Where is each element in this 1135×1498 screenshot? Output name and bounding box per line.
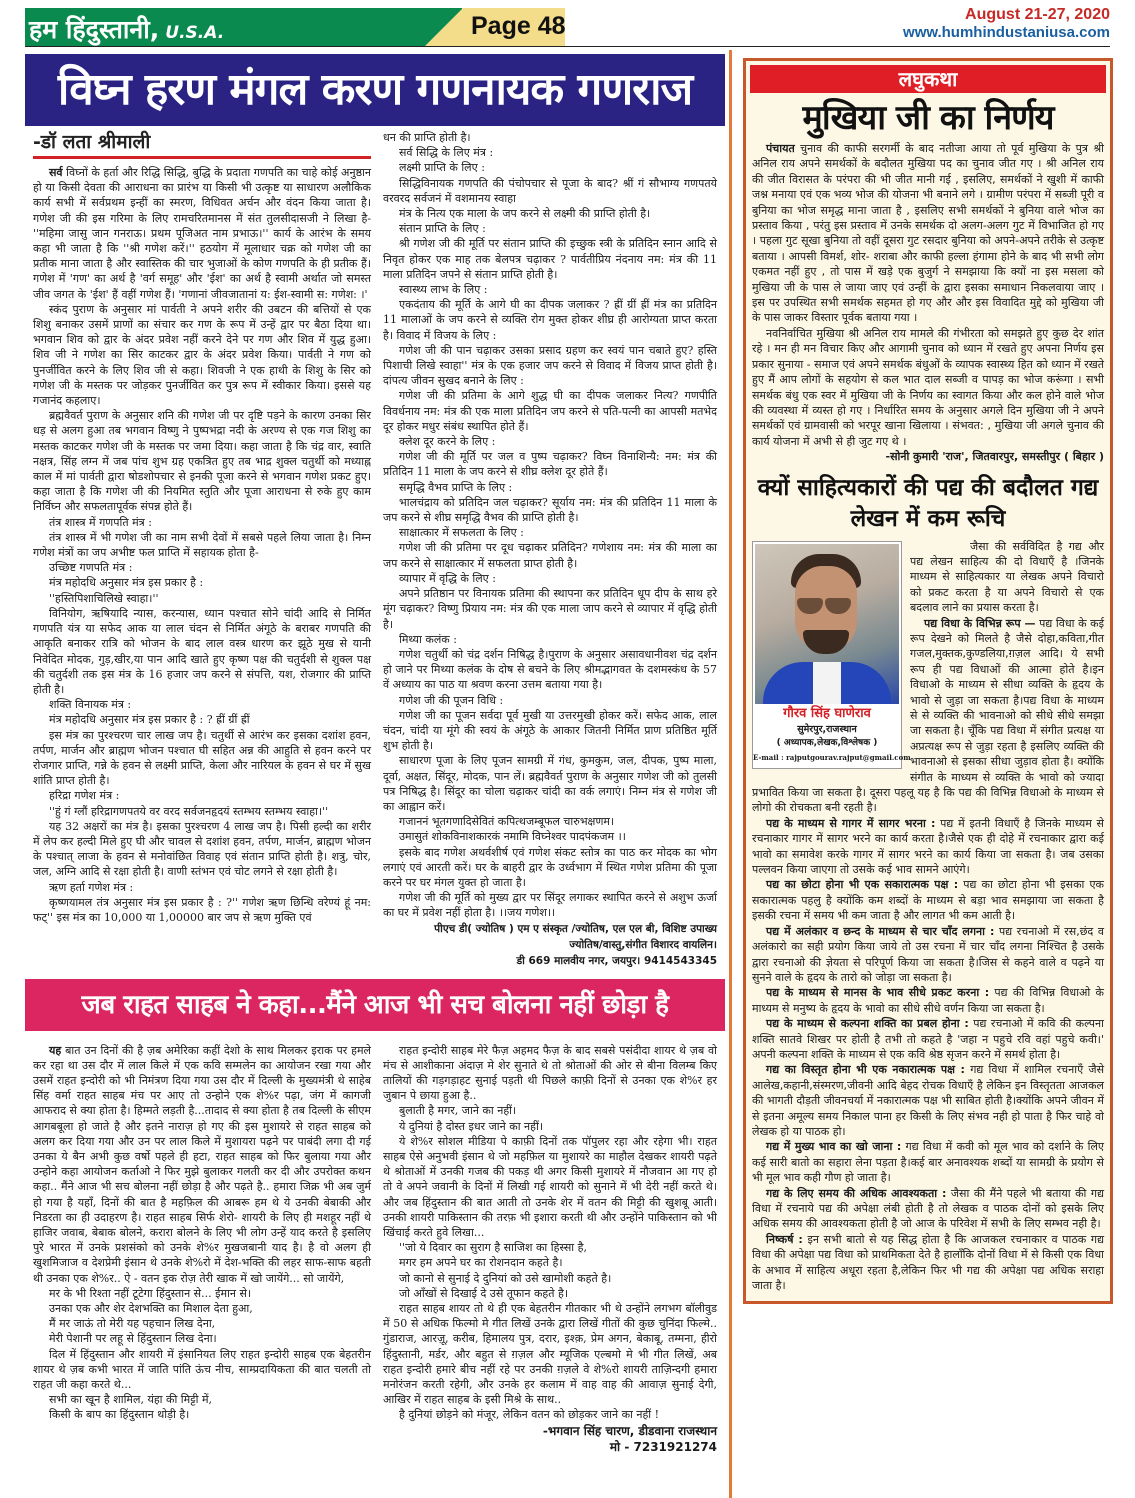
paragraph (752, 924, 1104, 986)
paragraph-text: तंत्र शास्त्र में भी गणेश जी का नाम सभी देवों में सबसे पहले लिया जाता है। निम्न गणेश मंत्रों का जप अभीष्ट फल प्राप्ति में सहायक होता है- (33, 530, 371, 560)
left-articles (25, 54, 725, 1455)
paragraph (383, 1119, 717, 1134)
author-signature: पीएच डी( ज्योतिष ) एम ए संस्कृत /ज्योतिष, एल एल बी, विशिष्ट उपाख्य (434, 922, 717, 935)
article-ganesh (25, 54, 725, 969)
paragraph (752, 816, 1104, 878)
paragraph (383, 540, 717, 570)
paragraph (33, 1331, 371, 1346)
paragraph (752, 1232, 1104, 1294)
paragraph-text: चुनाव की काफी सरगर्मी के बाद नतीजा आया तो पूर्व मुखिया के पुत्र श्री अनिल राय अपने समर्थकों के बदौलत मुखिया पद का चुनाव जीत गए । श्री अनिल राय की जीत विरासत के परंपरा की भी जीत मानी गई , इसलिए, समर्थकों ने खुशी में काफी जश्न मनाया एवं एक भव्य भोज की योजना भी बनाने लगे । ग्रामीण परंपरा में सब्जी पूरी व बुनिया का भोज समृद्ध माना जाता है , इसलिए सभी समर्थकों ने बुनिया वाले भोज का प्रस्ताव किया , परंतु इस प्रस्ताव में उनके समर्थक दो अलग-अलग गुट में विभाजित हो गए । पहला गुट सूखा बुनिया तो वहीं दूसरा गुट रसदार बुनिया को अपने-अपने तरीके से उत्कृष्ट बताया । आपसी विमर्श, शोर- शराबा और काफी हल्ला हंगामा होने के बाद भी सभी लोग एकमत नहीं हुए , तो पास में खड़े एक बुजुर्ग ने समझाया कि क्यों ना इस मसला को मुखिया जी के पास ले जाया जाए एवं उन्हीं के द्वारा इसका समाधान निकलवाया जाए । इस पर उपस्थित सभी समर्थक सहमत हो गए और और इस विवादित मुद्दे को मुखिया जी के पास जाकर विस्तार पूर्वक बताया गया । (752, 142, 1105, 325)
paragraph-text: मैं मर जाऊं तो मेरी यह पहचान लिख देना, (49, 1317, 216, 1331)
paragraph-lead: पंचायत (766, 142, 795, 155)
paragraph (33, 1301, 371, 1316)
newspaper-title (29, 12, 224, 46)
paragraph (33, 880, 371, 895)
paragraph (383, 206, 717, 221)
paragraph (383, 1255, 717, 1270)
paragraph-text: ब्रह्मवैवर्त पुराण के अनुसार शनि की गणेश जी पर दृष्टि पड़ने के कारण उनका सिर धड़ से अलग हुआ तब भगवान विष्णु ने पुष्पभद्रा नदी के अरण्य से एक गज शिशु का मस्तक काटकर गणेश जी के मस्तक पर जमा दिया। कहा जाता है कि चंद्र वार, स्वाति नक्षत्र, सिंह लग्न में जब पांच शुभ ग्रह एकत्रित हुए तब भाद्र शुक्ल चतुर्थी को मध्याह्न काल में मां पार्वती द्वारा षोडशोपचार से इनकी पूजा करने से भगवान गणेश प्रकट हुए। कहा जाता है कि गणेश जी की नियमित स्तुति और पूजा आराधना से रुके हुए काम निर्विघ्न और सफलतापूर्वक संपन्न होते हैं। (33, 409, 371, 514)
paragraph-text: राहत साहब शायर तो थे ही एक बेहतरीन गीतकार भी थे उन्होंने लगभग बॉलीवुड में 50 से अधिक फिल्मो मे गीत लिखें उनके द्वारा लिखें गीतों की कुछ चुनिंदा फिल्मे.. गुंडाराज, आरज़ू, करीब, हिमालय पुत्र, दरार, इश्क़, प्रेम अगन, बेकाबू, तम्मना, हीरो हिंदुस्तानी, मर्डर, और बहुत से ग़ज़ल और म्यूजिक एल्बमो मे भी गीत लिखें, अब राहत इन्दोरी हमारे बीच नहीं रहे पर उनकी ग़ज़ले वे शे%रो शायरी ताज़िन्दगी हमारा मनोरंजन करती रहेगी, और उनके हर कलाम में वाह वाह की आवाज़ सुनाई देगी, आखिर में राहत साहब के इसी मिश्रे के साथ.. (383, 1302, 717, 1407)
paragraph-lead: निष्कर्ष : (766, 1232, 803, 1246)
story-body (750, 141, 1106, 465)
author-photo-box (752, 541, 911, 769)
author-place: सुमेरपुर,राजस्थान (797, 723, 857, 735)
paragraph-text: सिद्धिविनायक गणपति की पंचोपचार से पूजा के बाद? श्रीं गं सौभाग्य गणपतये वरवरद सर्वजनं में वशमानय स्वाहा (383, 176, 717, 205)
page-number: Page 48 (471, 12, 566, 40)
paragraph-text: ऋण हर्ता गणेश मंत्र : (49, 880, 134, 894)
paragraph-text: इन सभी बातो से यह सिद्ध होता है कि आजकल रचनाकार व पाठक गद्य विधा की अपेक्षा पद्य विधा को प्राथमिकता देते है हालाँकि दोनों विधा में से किसी एक विधा के अभाव में साहित्य अधूरा रहता है,लेकिन फिर भी गद्य की अपेक्षा पद्य अधिक सराहा जाता है। (752, 1232, 1105, 1293)
article-rahat (25, 979, 725, 1455)
paragraph (383, 297, 717, 343)
paragraph-lead: पद्य का छोटा होना भी एक सकारात्मक पक्ष : (766, 878, 959, 892)
paragraph-text: गणेश जी की प्रतिमा के आगे शुद्ध घी का दीपक जलाकर नित्य? गणपीति विवर्धनाय नम: मंत्र की एक माला प्रतिदिन जप करने से पति-पत्नी का आपसी मतभेद दूर होकर मधुर संबंध स्थापित होते हैं। (383, 389, 717, 433)
paragraph (383, 845, 717, 891)
paragraph (33, 530, 371, 560)
paragraph-text: जो कानो से सुनाई दे दुनियां को उसे खामोशी कहते है। (399, 1271, 612, 1285)
paragraph (383, 829, 717, 844)
website-link[interactable]: www.humhindustaniusa.com (903, 24, 1110, 41)
paragraph (383, 236, 717, 282)
paragraph (33, 1286, 371, 1301)
paragraph-text: ''हस्तिपिशाचिलिखे स्वाहा।'' (49, 591, 159, 605)
paragraph-text: जैसा की मैंने पहले भी बताया की गद्य विधा में रचनाये पद्य की अपेक्षा लंबी होती है तो लेखक व पाठक दोनों को इसके लिए अधिक समय की आवश्यकता होती है जो आज के परिवेश में सभी के लिए सम्भव नही है। (752, 1186, 1104, 1231)
paragraph (752, 877, 1104, 923)
paragraph (33, 515, 371, 530)
paragraph-text: विघ्नों के हर्ता और रिद्धि सिद्धि, बुद्धि के प्रदाता गणपति का चाहे कोई अनुष्ठान हो या किसी देवता की आराधना का प्रारंभ या किसी भी उत्कृष्ट या साधारण अलौकिक कार्य सभी में सर्वप्रथम इन्हीं का स्मरण, विधिवत अर्चन और वंदन किया जाता है। गणेश जी की इस गरिमा के लिए रामचरितमानस में संत तुलसीदासजी ने लिखा है-''महिमा जासु जान गनराऊ। प्रथम पूजिअत नाम प्रभाऊ।'' कार्य के आरंभ के समय कहा भी जाता है कि ''श्री गणेश करें।'' हठयोग में मूलाधार चक्र को गणेश जी का प्रतीक माना जाता है और स्वास्तिक की चार भुजाओं के कोण गणपति के ही प्रतीक हैं। गणेश में 'गण' का अर्थ है 'वर्ग समूह' और 'ईश' का अर्थ है स्वामी अर्थात जो समस्त जीव जगत के 'ईश' हैं वहीं गणेश हैं। 'गणानां जीवजातानां य: ईश-स्वामी स: गणेश: ।' (33, 166, 371, 301)
paragraph-text: भालचंद्राय को प्रतिदिन जल चढ़ाकर? सूर्याय नम: मंत्र की प्रतिदिन 11 माला के जप करने से शीघ्र समृद्धि वैभव की प्राप्ति होती है। (383, 495, 717, 525)
paragraph (383, 753, 717, 814)
paragraph (33, 895, 371, 925)
paragraph (383, 480, 717, 495)
paragraph (383, 1286, 717, 1301)
paragraph-text: सर्व सिद्धि के लिए मंत्र : (399, 146, 494, 160)
paragraph-text: साक्षात्कार में सफलता के लिए : (399, 526, 524, 540)
paragraph (33, 302, 371, 408)
paragraph-text: उमासुतं शोकविनाशकारकं नमामि विघ्नेश्वर पादपंकजम ।। (399, 830, 626, 844)
paragraph-text: स्कंद पुराण के अनुसार मां पार्वती ने अपने शरीर की उबटन की बत्तियों से एक शिशु बनाकर उसमें प्राणों का संचार कर गण के रूप में उन्हें द्वार पर बैठा दिया था। भगवान शिव को द्वार के अंदर प्रवेश नहीं करने देने पर गण और शिव में युद्ध हुआ। शिव जी ने गणेश का सिर काटकर द्वार के अंदर प्रवेश किया। पार्वती ने गण को पुनर्जीवित करने के लिए शिव जी से कहा। शिवजी ने एक हाथी के शिशु के सिर को गणेश जी के मस्तक पर जोड़कर पुनर्जीवित कर पुत्र रूप में स्वीकार किया। इससे यह गजानंद कहलाए। (33, 302, 371, 408)
paragraph-text: हरिद्रा गणेश मंत्र : (49, 789, 120, 803)
paragraph (383, 1134, 717, 1240)
author-role: ( अध्यापक,लेखक,विश्लेषक ) (776, 737, 878, 748)
article-column-2 (383, 130, 717, 969)
article-body (25, 1031, 725, 1455)
paragraph-text: मंत्र महोदधि अनुसार मंत्र इस प्रकार है : ? ह्रीं ग्रीं ह्रीं (49, 713, 250, 727)
issue-date: August 21-27, 2020 (965, 6, 1110, 23)
newspaper-title-suffix: U.S.A. (165, 23, 225, 43)
paragraph-text: पद्य विधा के कई रूप देखने को मिलते है जैसे दोहा,कविता,गीत गजल,मुक्तक,कुण्डलिया,ग़ज़ल आदि। ये सभी रूप ही पद्य विधाओं की आत्मा होते है।इन विधाओ के माध्यम से सीधा व्यक्ति के हृदय के भावो से जुड़ा जा सकता है।पद्य विधा के माध्यम से से व्यक्ति की भावनाओ को सीधे सीधे समझा जा सकता है। चूँकि पद्य विधा में संगीत प्रत्यक्ष या अप्रत्यक्ष रूप से जुड़ा रहता है इसलिए व्यक्ति की भावनाओ से इसका सीधा जुड़ाव होता है। क्योंकि संगीत के माध्यम से व्यक्ति के भावो को ज्यादा प्रभावित किया जा सकता है। दूसरा पहलू यह है कि पद्य की विभिन्न विधाओ के माध्यम से लोगो की रोचकता बनी रहती है। (752, 616, 1104, 815)
paragraph-text: मिथ्या कलंक : (399, 632, 457, 646)
byline-rule (33, 156, 371, 159)
photo-beard (803, 630, 849, 654)
paragraph (33, 804, 371, 819)
author-signature: मो - 7231921274 (609, 1439, 717, 1454)
paragraph-text: है दुनियां छोड़ने को मंजूर, लेकिन वतन को छोड़कर जाने का नहीं ! (399, 1408, 660, 1422)
article-headline: जब राहत साहब ने कहा...मैंने आज भी सच बोलना नहीं छोड़ा है (25, 979, 725, 1031)
paragraph (383, 1271, 717, 1286)
paragraph (383, 388, 717, 434)
paragraph-text: गणेश जी की मूर्ति को मुख्य द्वार पर सिंदूर लगाकर स्थापित करने से अशुभ ऊर्जा का घर में प्रवेश नहीं होता है। ।।जय गणेश।। (383, 891, 717, 920)
paragraph-text: गद्य विधा में शामिल रचनाएँ जैसे आलेख,कहानी,संस्मरण,जीवनी आदि बेहद रोचक विधाएँ है लेकिन इन विस्तृतता आजकल की भागती दौड़ती जीवनचर्या में नकारात्मक पक्ष भी साबित होती है।क्योंकि अपने जीवन में से इतना अमूल्य समय निकाल पाना हर किसी के लिए संभव नही हो पाता है फिर चाहे वो लेखक हो या पाठक हो। (752, 1063, 1105, 1138)
paragraph (383, 343, 717, 389)
paragraph-text: जो आँखों से दिखाई दे उसे तूफान कहते है। (399, 1286, 569, 1300)
paragraph-text: दिल में हिंदुस्तान और शायरी में इंसानियत लिए राहत इन्दोरी साहब एक बेहतरीन शायर थे ज़ब कभी भारत में जाति पांति ऊंच नीच, साम्प्रदायिकता की बात चलती तो राहत जी कहा करते थे... (33, 1347, 371, 1392)
paragraph-text: शक्ति विनायक मंत्र : (49, 698, 132, 712)
paragraph (33, 606, 371, 697)
paragraph (383, 571, 717, 586)
paragraph (383, 1301, 717, 1407)
article-column-1 (33, 1043, 371, 1455)
paragraph-lead: पद्य के माध्यम से गागर में सागर भरना : (766, 816, 936, 830)
paragraph-text: ये शे%र सोशल मीडिया पे काफ़ी दिनों तक पॉपुलर रहा और रहेगा भी। राहत साहब ऐसे अनुभवी इंसान थे जो महफ़िल या मुशायरे का माहौल देखकर शायरी पढ़ते थे श्रोताओं में उनकी गजब की पकड़ थी अगर किसी मुशायरे में नौजवान आ गए हो तो वे अपने जवानी के दिनों में लिखी गई शायरी को सुनाने में भी देरी नहीं करते थे। और जब हिंदुस्तान की बात आती तो उनके शेर में वतन की मिट्टी की खुशबू आती। उनकी शायरी पाकिस्तान की तरफ़ भी इशारा करती थी और उन्होंने पाकिस्तान को भी खिंचाई करते हुवे लिखा... (383, 1134, 717, 1239)
paragraph-lead: पद्य के माध्यम से मानस के भाव सीधे प्रकट करना : (766, 986, 990, 1000)
paragraph-text: व्यापार में वृद्धि के लिए : (399, 571, 496, 585)
paragraph (383, 586, 717, 632)
paragraph (752, 326, 1104, 449)
paragraph (383, 693, 717, 708)
section-label: लघुकथा (750, 65, 1106, 93)
paragraph-text: इस मंत्र का पुरश्चरण चार लाख जप है। चतुर्थी से आरंभ कर इसका दशांश हवन, तर्पण, मार्जन और ब्राह्मण भोजन पश्चात घी सहित अन्न की आहुति से हवन करने पर रोजगार प्राप्ति, गन्ने के हवन से लक्ष्मी प्राप्ति, केला और नारियल के हवन से घर में सुख शांति प्राप्त होती है। (33, 728, 371, 788)
paragraph-text: मंत्र महोदधि अनुसार मंत्र इस प्रकार है : (49, 576, 204, 590)
masthead-slant (425, 8, 463, 46)
paragraph-text: संतान प्राप्ति के लिए : (399, 222, 486, 236)
paragraph-text: ये दुनियां है दोस्त इधर जाने का नहीं। (399, 1119, 544, 1133)
paragraph (383, 449, 717, 479)
paragraph-text: लक्ष्मी प्राप्ति के लिए : (399, 161, 485, 175)
paragraph (383, 814, 717, 829)
paragraph (33, 1347, 371, 1393)
paragraph-text: गणेश जी का पूजन सर्वदा पूर्व मुखी या उत्तरमुखी होकर करें। सफेद आक, लाल चंदन, चांदी या मूंगे की स्वयं के अंगूठे के आकार जितनी निर्मित प्राण प्रतिष्ठित मूर्ति शुभ होती है। (383, 708, 717, 753)
story-title: क्यों साहित्यकारों की पद्य की बदौलत गद्य लेखन में कम रूचि (757, 474, 1099, 532)
paragraph (383, 160, 717, 175)
paragraph (33, 712, 371, 727)
paragraph (33, 1407, 371, 1422)
paragraph (752, 1186, 1104, 1232)
paragraph-text: इसके बाद गणेश अथर्वशीर्ष एवं गणेश संकट स्तोत्र का पाठ कर मोदक का भोग लगाएं एवं आरती करें। घर के बाहरी द्वार के उर्ध्वभाग में स्थित गणेश प्रतिमा की पूजा करने पर घर मंगल युक्त हो जाता है। (383, 845, 717, 889)
paragraph-text: गणेश जी की पान चढ़ाकर उसका प्रसाद ग्रहण कर स्वयं पान चबाते हुए? हस्ति पिशाची लिखे स्वाहा'' मंत्र के एक हजार जप करने से विवाद में विजय प्राप्त होती है। दांपत्य जीवन सुखद बनाने के लिए : (383, 343, 717, 388)
paragraph-text: सभी का खून है शामिल, यंहा की मिट्टी में, (49, 1393, 213, 1407)
paragraph-lead: सर्व (49, 166, 63, 179)
sidebar-panel (743, 58, 1113, 1304)
paragraph-text: राहत इन्दोरी साहब मेरे फैज़ अहमद फैज़ के बाद सबसे पसंदीदा शायर थे ज़ब वो मंच से आशीकाना अंदाज़ मे शेर सुनाते थे तो श्रोताओं की ओर से बीना विलम्ब किए तालियों की गड़गड़ाहट सुनाई पड़ती थी पिछले काफ़ी दिनों से उनका एक शे%र हर जुबान पे छाया हुआ है.. (383, 1043, 717, 1103)
paragraph-text: गजाननं भूतगणादिसेवितं कपित्थजम्बूफल चारुभक्षणम। (399, 815, 615, 829)
story-body (750, 539, 1106, 1294)
paragraph (383, 434, 717, 449)
paragraph-text: पद्य रचनाओ में कवि की कल्पना शक्ति सातवे शिखर पर होती है तभी तो कहते है 'जहा न पहुचे रवि वहां पहुचे कवी।' अपनी कल्पना शक्ति के माध्यम से एक कवि श्रेष्ठ सृजन करने में समर्थ होता है। (752, 1017, 1104, 1061)
paragraph-text: मंत्र के नित्य एक माला के जप करने से लक्ष्मी की प्राप्ति होती है। (399, 207, 651, 221)
paragraph-text: स्वास्थ्य लाभ के लिए : (399, 283, 488, 297)
paragraph-lead: पद्य के माध्यम से कल्पना शक्ति का प्रबल होना : (766, 1017, 969, 1031)
author-email: E-mail : rajputgourav.rajput@gmail.com (753, 752, 911, 762)
paragraph-text: मर के भी रिश्ता नहीं टूटेगा हिंदुस्तान से... ईमान से। (49, 1286, 252, 1300)
paragraph-text: ''हुं गं ग्लौं हरिद्रागणपतये वर वरद सर्वजनहृदयं स्तम्भय स्तम्भय स्वाहा।'' (49, 804, 329, 818)
article-column-1-text (33, 165, 371, 925)
masthead (25, 6, 1110, 46)
paragraph (33, 1043, 371, 1286)
paragraph-lead: यह (49, 1043, 62, 1057)
paragraph-text: मगर हम अपने घर का रोशनदान कहते है। (399, 1256, 563, 1270)
paragraph-text: साधारण पूजा के लिए पूजन सामग्री में गंध, कुमकुम, जल, दीपक, पुष्प माला, दूर्वा, अक्षत, सिंदूर, मोदक, पान लें। ब्रह्मवैवर्त पुराण के अनुसार गणेश जी को तुलसी पत्र निषिद्ध है। सिंदूर का चोला चढ़ाकर चांदी का वर्क लगाएं। निम्न मंत्र से गणेश जी का आह्वान करें। (383, 754, 717, 813)
author-signature: -सोनी कुमारी 'राज', जितवारपुर, समस्तीपुर ( बिहार ) (885, 450, 1104, 464)
paragraph (383, 221, 717, 236)
paragraph-text: तंत्र शास्त्र में गणपति मंत्र : (49, 515, 152, 529)
paragraph-text: गणेश चतुर्थी को चंद्र दर्शन निषिद्ध है।पुराण के अनुसार असावधानीवश चंद्र दर्शन हो जाने पर मिथ्या कलंक के दोष से बचने के लिए श्रीमद्भागवत के दशमस्कंध के 57 वें अध्याय का पाठ या श्रवण करना उत्तम बताया गया है। (383, 647, 717, 692)
paragraph (752, 1062, 1104, 1139)
paragraph-lead: गद्य का विस्तृत होना भी एक नकारात्मक पक्ष : (766, 1063, 965, 1077)
paragraph-text: समृद्धि वैभव प्राप्ति के लिए : (399, 480, 513, 494)
paragraph-text: गद्य विधा में कवी को मूल भाव को दर्शाने के लिए कई सारी बातो का सहारा लेना पड़ता है।कई बार अनावश्यक शब्दों या सामग्री के प्रयोग से भी मूल भाव कही गौण हो जाता है। (752, 1140, 1104, 1185)
paragraph-text: विनियोग, ऋषियादि न्यास, करन्यास, ध्यान पश्चात सोने चांदी आदि से निर्मित गणपति यंत्र या सफेद आक या लाल चंदन से निर्मित अंगूठे के बराबर गणपति की आकृति बनाकर रात्रि को भोजन के बाद लाल वस्त्र धारण कर झूठे मुख से यानी निवेदित मोदक, गुड़,खीर,या पान आदि खाते हुए कृष्ण पक्ष की चतुर्दशी से शुक्ल पक्ष की चतुर्दशी तक इस मंत्र के 16 हजार जप करने से संपत्ति, यश, रोजगार की प्राप्ति होती है। (33, 606, 371, 696)
author-photo (755, 544, 899, 704)
paragraph (383, 708, 717, 754)
paragraph (383, 1240, 717, 1255)
paragraph (752, 141, 1104, 326)
paragraph-text: मेरी पेशानी पर लहू से हिंदुस्तान लिख देना। (49, 1332, 217, 1346)
story-intro: जैसा की सर्वविदित है गद्य और पद्य लेखन साहित्य की दो विधाएँ है ।जिनके माध्यम से साहित्यकार या लेखक अपने विचारो को प्रकट करता है या अपने विचारो से एक बदलाव लाने का प्रयास करता है। (910, 539, 1104, 615)
paragraph (33, 591, 371, 606)
paragraph-text: पद्य में इतनी विधाएँ है जिनके माध्यम से रचनाकार गागर में सागर भरने का कार्य करता है।जैसे एक ही दोहे में रचनाकार द्वारा कई भावो का समावेश करके गागर में सागर भरने का कार्य किया जा सकता है। जब उसका पल्लवन किया जाएगा तो उसके कई भाव सामने आएंगे। (752, 816, 1104, 877)
paragraph-text: बुलाती है मगर, जाने का नहीं। (399, 1104, 517, 1118)
article-headline: विघ्न हरण मंगल करण गणनायक गणराज (25, 54, 725, 126)
paragraph (383, 495, 717, 525)
paragraph (33, 408, 371, 514)
paragraph-text: पद्य का छोटा होना भी इसका एक सकारात्मक पहलु है क्योंकि कम शब्दों के माध्यम से बड़ा भाव समझाया जा सकता है इसकी रचना में समय भी कम जाता है और लागत भी कम आती है। (752, 878, 1104, 923)
paragraph-text: क्लेश दूर करने के लिए : (399, 435, 496, 449)
paragraph (383, 176, 717, 206)
paragraph (33, 1316, 371, 1331)
paragraph-text: धन की प्राप्ति होती है। (383, 131, 471, 144)
sunglasses-icon (797, 598, 855, 614)
paragraph (383, 890, 717, 920)
paragraph-text: श्री गणेश जी की मूर्ति पर संतान प्राप्ति की इच्छुक स्त्री के प्रतिदिन स्नान आदि से निवृत होकर एक माह तक बेलपत्र चढ़ाकर ? पार्वतीप्रिय नंदनाय नम: मंत्र की 11 माला प्रतिदिन जपने से संतान प्राप्ति होती है। (383, 237, 717, 281)
paragraph-text: पद्य रचनाओ में रस,छंद व अलंकारो का सही प्रयोग किया जाये तो उस रचना में चार चाँद लगना निश्चित है उसके द्वारा रचनाओ की ज्ञेयता से परिपूर्ण किया जा सकता है।जिस से कहने वाले व पढ़ने या सुनने वाले के हृदय के तारो को जोड़ा जा सकता है। (752, 924, 1104, 984)
author-signature: ज्योतिष/वास्तु,संगीत विशारद वायलिन। (569, 938, 717, 951)
paragraph-text: यह 32 अक्षरों का मंत्र है। इसका पुरश्चरण 4 लाख जप है। पिसी हल्दी का शरीर में लेप कर हल्दी मिले हुए घी और चावल से दशांश हवन, तर्पण, मार्जन, ब्राह्मण भोजन के पश्चात् लाजा के हवन से मनोवांछित विवाह एवं संतान प्राप्ति होती है। शत्रु, चोर, जल, अग्नि आदि से रक्षा होती है। वाणी स्तंभन एवं चोट लगने से रक्षा होती है। (33, 819, 371, 879)
paragraph-text: उनका एक और शेर देशभक्ति का मिशाल देता हुआ, (49, 1302, 253, 1316)
paragraph-lead: पद्य विधा के विभिन्न रूप — (924, 616, 1036, 630)
paragraph-text: ''जो ये दिवार का सुराग है साजिश का हिस्सा है, (399, 1241, 587, 1255)
paragraph (383, 525, 717, 540)
paragraph (33, 560, 371, 575)
column-divider (729, 50, 732, 1498)
paragraph-lead: गद्य के लिए समय की अधिक आवश्यकता : (766, 1186, 947, 1200)
paragraph (383, 1407, 717, 1422)
article-column-1 (33, 130, 371, 969)
story-title: मुखिया जी का निर्णय (802, 98, 1054, 138)
paragraph (33, 1392, 371, 1407)
paragraph-text: कृष्णयामल तंत्र अनुसार मंत्र इस प्रकार है : ?'' गणेश ऋण छिन्धि वरेण्यं हूं नम: फट्'' इस मंत्र का 10,000 या 1,00000 बार जप से ऋण मुक्ति एवं (33, 895, 371, 924)
paragraph (383, 1103, 717, 1118)
paragraph-text: पद्य की विभिन्न विधाओ के माध्यम से मनुष्य के हृदय के भावो का सीधे सीधे वर्णन किया जा सकता है। (752, 986, 1104, 1015)
masthead-rule (25, 46, 1110, 47)
paragraph (383, 1043, 717, 1104)
photo-shirt (813, 662, 841, 704)
paragraph-text: एकदंताय की मूर्ति के आगे घी का दीपक जलाकर ? ह्रीं ग्रीं ह्रीं मंत्र का प्रतिदिन 11 मालाओं के जप करने से व्यक्ति रोग मुक्त होकर शीघ्र ही आरोग्यता प्राप्त करता है। विवाद में विजय के लिए : (383, 298, 717, 342)
paragraph-text: किसी के बाप का हिंदुस्तान थोड़ी है। (49, 1408, 190, 1422)
paragraph (33, 697, 371, 712)
paragraph-text: अपने प्रतिष्ठान पर विनायक प्रतिमा की स्थापना कर प्रतिदिन धूप दीप के साथ हरे मूंग चढ़ाकर? विष्णु प्रियाय नम: मंत्र की एक माला जाप करने से व्यापार में वृद्धि होती है। (383, 587, 717, 631)
newspaper-title-hindi: हम हिंदुस्तानी, (29, 15, 160, 44)
paragraph (383, 130, 717, 145)
issue-info (903, 6, 1110, 41)
paragraph-text: बात उन दिनों की है ज़ब अमेरिका कहीं देशो के साथ मिलकर इराक पर हमले कर रहा था उस दौर में लाल किले में एक कवि सम्मलेन का आयोजन रखा गया और उसमें राहत इन्दोरी को भी निमंत्रण दिया गया उस दौर में दिल्ली के मुख्यमंत्री थे साहेब सिंह वर्मा राहत साहब मंच पर आए तो उन्होने एक शे%र पढ़ा, जंग में कागजी आफराद से क्या होता है। हिम्मते लड़ती है...तादाद से क्या होता है तब दिल्ली के सीएम आगबबूला हो जाते है और इतने नाराज़ हो गए की इस मुशायरे से राहत साहब को अलग कर दिया गया और उन पर लाल किले में मुशायरा पढ़ने पर पाबंदी लगा दी गई उनका ये बैन अभी कुछ वर्षो पहले ही हटा, राहत साहब को फिर बुलाया गया और उन्होने कहा आयोजन कर्ताओ ने फिर मुझे बुलाकर गलती कर दी और उपरोक्त कथन कहा.. मैंने आज भी सच बोलना नहीं छोड़ा है और पढ़ते है.. हमारा जिक्र भी अब जुर्म हो गया है यहाँ, दिनों की बात है महफ़िल की आबरू हम थे ये उनकी बेबाकी और निडरता का ही उदाहरण है। राहत साहब सिर्फ शेरो- शायरी के लिए ही मशहूर नहीं थे हाजिर जवाब, बेबाक बोलने, करारा बोलने के लिए भी लोग उन्हें याद करते है इसलिए पुरे भारत में उनके प्रशसंको को उनके शे%र मुखजबानी याद है। है वो अलग ही खुशमिजाज व देशप्रेमी इंसान थे उनके शे%रो में देश-भक्ति की लहर साफ-साफ बहती थी उनका एक शे%र.. ऐ - वतन इक रोज़ तेरी खाक में खो जायेंगे... सो जायेंगे, (33, 1043, 371, 1285)
author-name: गौरव सिंह घाणेराव (783, 705, 871, 721)
article-byline: -डॉ लता श्रीमाली (33, 131, 151, 153)
paragraph (33, 165, 371, 302)
paragraph (752, 985, 1104, 1016)
article-body (25, 126, 725, 969)
paragraph (752, 1139, 1104, 1185)
paragraph-text: गणेश जी की प्रतिमा पर दूध चढ़ाकर प्रतिदिन? गणेशाय नम: मंत्र की माला का जप करने से साक्षात्कार में सफलता प्राप्त होती है। (383, 541, 717, 570)
paragraph (33, 788, 371, 803)
paragraph-text: उच्छिष्ट गणपति मंत्र : (49, 561, 133, 575)
paragraph (383, 145, 717, 160)
paragraph-text: नवनिर्वाचित मुखिया श्री अनिल राय मामले की गंभीरता को समझते हुए कुछ देर शांत रहे । मन ही मन विचार किए और आगामी चुनाव को ध्यान में रखते हुए अपना निर्णय इस प्रकार सुनाया - समाज एवं अपने समर्थक बंधुओं के व्यापक स्वास्थ्य हित को ध्यान में रखते हुए मैं आप लोगों के सहयोग से कल भात दाल सब्जी व पापड़ का भोज करूंगा । सभी समर्थक बंधु एक स्वर में मुखिया जी के निर्णय का स्वागत किया और कल होने वाले भोज की व्यवस्था में व्यस्त हो गए । निर्धारित समय के अनुसार अगले दिन मुखिया जी ने अपने समर्थकों एवं ग्रामवासी को भरपूर खाना खिलाया । संभवत: , मुखिया जी अगले चुनाव की कार्य योजना में अभी से ही जुट गए थे । (752, 326, 1104, 448)
article-column-2 (383, 1043, 717, 1455)
author-signature: डी 669 मालवीय नगर, जयपुर। 9414543345 (516, 954, 717, 967)
paragraph (33, 728, 371, 789)
paragraph (383, 647, 717, 693)
paragraph-text: गणेश जी की मूर्ति पर जल व पुष्प चढ़ाकर? विघ्न विनाशिन्यै: नम: मंत्र की प्रतिदिन 11 माला के जप करने से शीघ्र क्लेश दूर होते हैं। (383, 450, 717, 479)
paragraph (33, 819, 371, 880)
author-signature: -भगवान सिंह चारण, डीडवाना राजस्थान (542, 1423, 717, 1438)
paragraph-lead: गद्य में मुख्य भाव का खो जाना : (766, 1140, 902, 1154)
paragraph (383, 632, 717, 647)
paragraph (383, 282, 717, 297)
paragraph-text: गणेश जी की पूजन विधि : (399, 693, 504, 707)
paragraph (752, 1016, 1104, 1062)
paragraph (33, 575, 371, 590)
paragraph-lead: पद्य में अलंकार व छन्द के माध्यम से चार चाँद लगना : (766, 924, 995, 938)
